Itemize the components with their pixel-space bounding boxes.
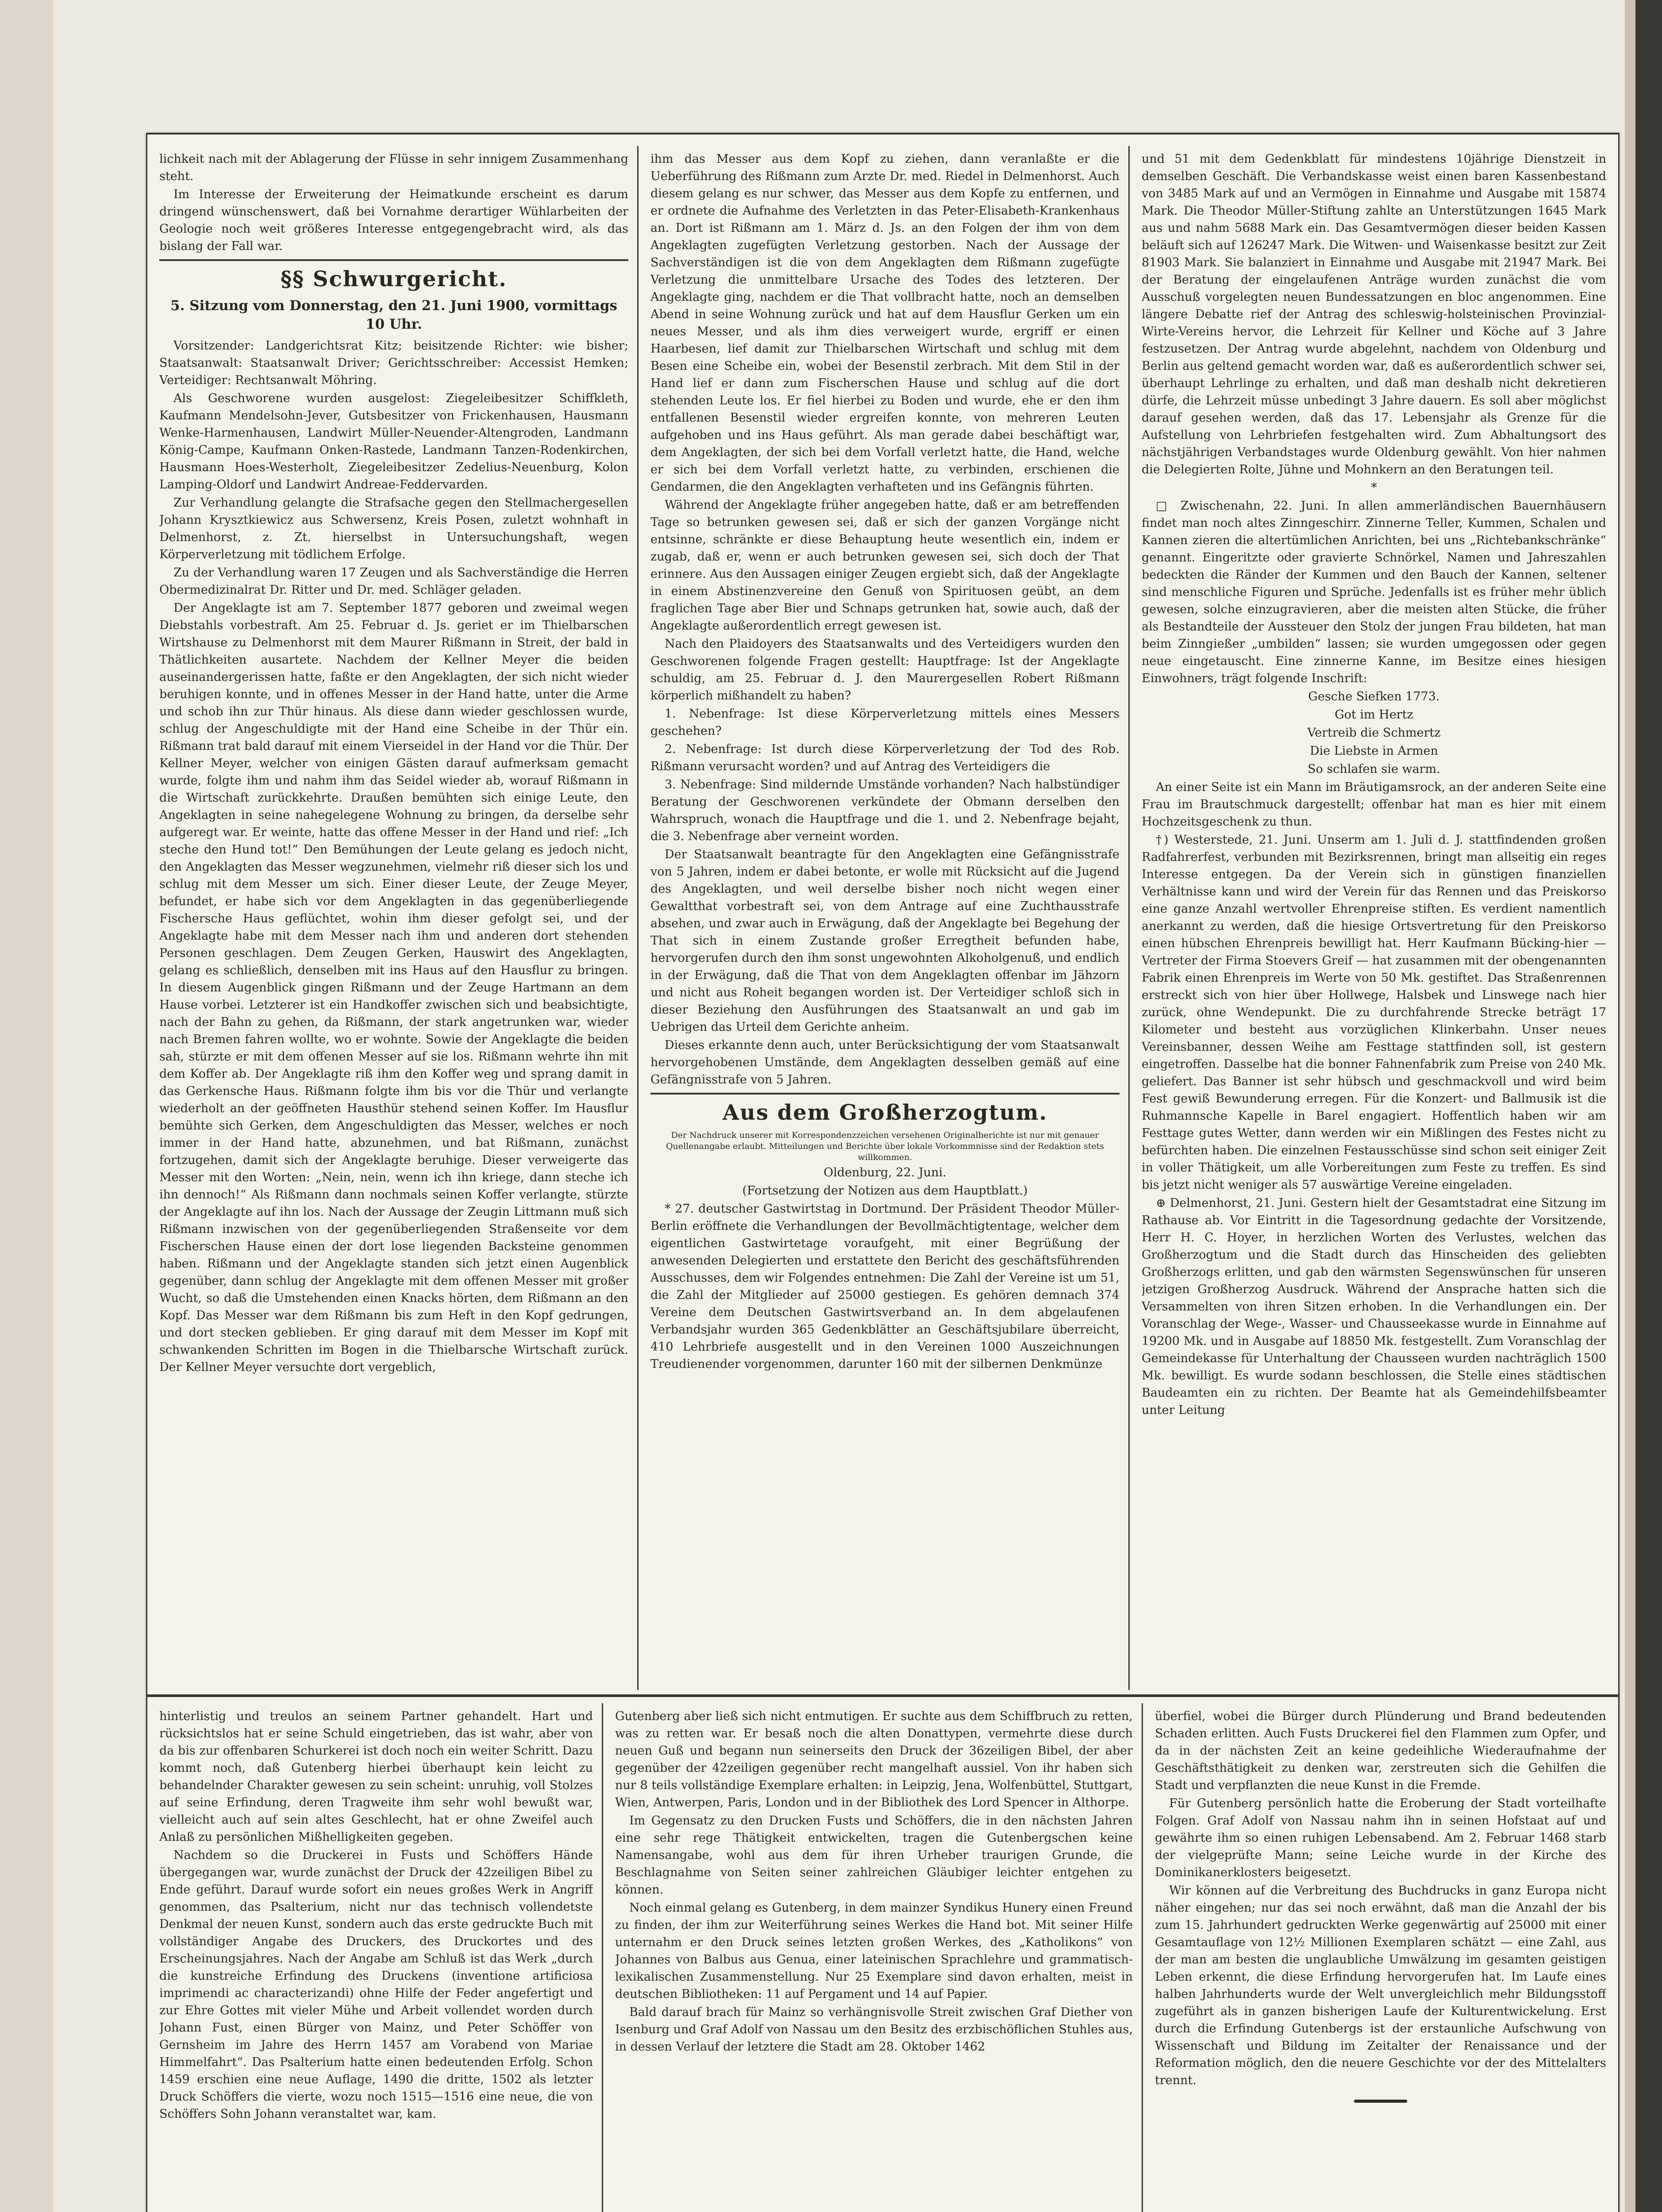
- paragraph: Für Gutenberg persönlich hatte die Eroberung der Stadt vorteilhafte Folgen. Graf Adolf von Nassau nahm ihn in seinen Hofstaat auf und gewährte ihm so einen ruhigen Lebensabend. Am 2. Februar 1468 starb der vielgeprüfte Mann; seine Leiche wurde in der Kirche des Dominikanerklosters beigesetzt.: [1155, 1797, 1606, 1879]
- paragraph: 2. Nebenfrage: Ist durch diese Körperverletzung der Tod des Rob. Rißmann verursacht worden? und auf Antrag des Verteidigers die: [650, 742, 1120, 773]
- inscription-line: So schlafen sie warm.: [1308, 762, 1440, 776]
- section-rule: [159, 259, 628, 261]
- paragraph: lichkeit nach mit der Ablagerung der Flüsse in sehr innigem Zusammenhang steht.: [159, 152, 628, 183]
- page-border-left: [146, 133, 147, 2212]
- scan-margin-right-inner: [1625, 0, 1635, 2212]
- paragraph: Dieses erkannte denn auch, unter Berücksichtigung der vom Staatsanwalt hervorgehobenen Umstände, dem Angeklagten desselben gemäß auf eine Gefängnisstrafe von 5 Jahren.: [650, 1038, 1120, 1087]
- paragraph: Während der Angeklagte früher angegeben hatte, daß er am betreffenden Tage so betrunken gewesen sei, daß er sich der ganzen Vorgänge nicht entsinne, schränkte er diese Behauptung heute wesentlich ein, indem er zugab, daß er, wenn er auch betrunken gewesen sei, sich doch der That erinnere. Aus den Aussagen einiger Zeugen ergiebt sich, daß der Angeklagte in einem Abstinenzvereine den Genuß von Spirituosen geübt, an dem fraglichen Tage aber Bier und Schnaps getrunken hat, sowie auch, daß der Angeklagte außerordentlich erregt gewesen ist.: [650, 498, 1120, 633]
- paragraph: Noch einmal gelang es Gutenberg, in dem mainzer Syndikus Hunery einen Freund zu finden, der ihm zur Weiterführung seines Werkes die Hand bot. Mit seiner Hilfe unternahm er den Druck seines letzten großen Werkes, des „Katholikons“ von Johannes von Balbus aus Genua, einer lateinischen Sprachlehre und grammatisch-lexikalischen Zusammenstellung. Nur 25 Exemplare sind davon erhalten, meist in deutschen Bibliotheken: 11 auf Pergament und 14 auf Papier.: [615, 1901, 1133, 2001]
- paragraph: ihm das Messer aus dem Kopf zu ziehen, dann veranlaßte er die Ueberführung des Rißmann zum Arzte Dr. med. Riedel in Delmenhorst. Auch diesem gelang es nur schwer, das Messer aus dem Kopfe zu entfernen, und er ordnete die Aufnahme des Verletzten in das Peter-Elisabeth-Krankenhaus an. Dort ist Rißmann am 1. März d. Js. an den Folgen der ihm von dem Angeklagten zugefügten Verletzung gestorben. Nach der Aussage der Sachverständigen ist die von dem Angeklagten dem Rißmann zugefügte Verletzung die unmittelbare Ursache des Todes des letzteren. Der Angeklagte ging, nachdem er die That vollbracht hatte, noch an demselben Abend in seine Wohnung zurück und hat auf dem Hausflur Gerken um ein neues Messer, und als ihm dies verweigert wurde, ergriff er einen Haarbesen, lief damit zur Thielbarschen Wirtschaft und schlug mit dem Besen eine Scheibe ein, wobei der Besenstil zerbrach. Mit dem Stil in der Hand lief er dann zum Fischerschen Hause und schlug auf die dort stehenden Leute los. Er fiel hierbei zu Boden und wurde, ehe er den ihm entfallenen Besenstil wieder ergreifen konnte, von mehreren Leuten aufgehoben und ins Haus geführt. Als man gerade dabei beschäftigt war, dem Angeklagten, der sich bei dem Vorfall verletzt hatte, die Hand, welche er sich bei dem Vorfall verletzt hatte, zu verbinden, erschienen die Gendarmen, die den Angeklagten verhafteten und ins Gefängnis führten.: [650, 152, 1120, 494]
- column-1: [159, 150, 628, 1686]
- newspaper-page: [146, 133, 1620, 2212]
- paragraph: An einer Seite ist ein Mann im Bräutigamsrock, an der anderen Seite eine Frau im Brautschmuck dargestellt; offenbar hat man es hier mit einem Hochzeitsgeschenk zu thun.: [1142, 780, 1606, 829]
- section-rule: [650, 1093, 1120, 1094]
- column-2: [650, 150, 1120, 1686]
- column-6: [1155, 1708, 1606, 2212]
- column-divider-4: [1142, 1703, 1143, 2212]
- section-heading: Aus dem Großherzogtum.: [722, 1100, 1048, 1125]
- column-divider-2: [1128, 146, 1130, 1690]
- paragraph: Wir können auf die Verbreitung des Buchdrucks in ganz Europa nicht näher eingehen; nur das sei noch erwähnt, daß man die Anzahl der bis zum 15. Jahrhundert gedruckten Werke gegenwärtig auf 25000 mit einer Gesamtauflage von 12½ Millionen Exemplaren schätzt — eine Zahl, aus der man am besten die unglaubliche Umwälzung im gesamten geistigen Leben erkennt, die diese Erfindung hervorgerufen hat. Im Laufe eines halben Jahrhunderts wurde der Welt unvergleichlich mehr Bildungsstoff zugeführt als in ganzen bisherigen Laufe der Kulturentwickelung. Erst durch die Erfindung Gutenbergs ist der erstaunliche Aufschwung von Wissenschaft und Bildung im Zeitalter der Renaissance und der Reformation möglich, den die neuere Geschichte vor der des Mittelalters trennt.: [1155, 1884, 1606, 2087]
- reprint-notice: Der Nachdruck unserer mit Korrespondenzzeichen versehenen Originalberichte ist nur mit genauer Quellenangabe erlaubt. Mitteilungen und Berichte über lokale Vorkommnisse sind der Redaktion stets willkommen.: [666, 1130, 1104, 1162]
- paragraph: □ Zwischenahn, 22. Juni. In allen ammerländischen Bauernhäusern findet man noch altes Zinngeschirr. Zinnerne Teller, Kummen, Schalen und Kannen zieren die altertümlichen Anrichten, bei uns „Richtebankschränke“ genannt. Eingeritzte oder gravierte Schnörkel, Namen und Jahreszahlen bedeckten die Ränder der Kummen und den Bauch der Kannen, seltener sind menschliche Figuren und Sprüche. Jedenfalls ist es früher mehr üblich gewesen, solche einzugravieren, aber die meisten alten Stücke, die früher als Bestandteile der Aussteuer den Stolz der jungen Frau bildeten, hat man beim Zinngießer „umbilden“ lassen; sie wurden umgegossen oder gegen neue eingetauscht. Eine zinnerne Kanne, im Besitze eines hiesigen Einwohners, trägt folgende Inschrift:: [1142, 499, 1606, 685]
- feuilleton-separator-rule: [146, 1694, 1620, 1697]
- paragraph: Als Geschworene wurden ausgelost: Ziegeleibesitzer Schiffkleth, Kaufmann Mendelsohn-Jever, Gutsbesitzer von Frickenhausen, Hausmann Wenke-Harmenhausen, Landwirt Müller-Neuender-Altengroden, Landmann König-Campe, Kaufmann Onken-Rastede, Landmann Tanzen-Rodenkirchen, Hausmann Hoes-Westerholt, Ziegeleibesitzer Zedelius-Neuenburg, Kolon Lamping-Oldorf und Landwirt Andreae-Feddervarden.: [159, 392, 628, 492]
- paragraph: Der Staatsanwalt beantragte für den Angeklagten eine Gefängnisstrafe von 5 Jahren, indem er dabei betonte, er wolle mit Rücksicht auf die Jugend des Angeklagten, und weil derselbe bisher noch nicht wegen einer Gewaltthat vorbestraft sei, von dem Antrage auf eine Zuchthausstrafe absehen, und zwar auch in Erwägung, daß der Angeklagte bei Begehung der That sich in einem Zustande großer Erregtheit befunden habe, hervorgerufen durch den ihm sonst ungewohnten Alkoholgenuß, und endlich in der Erwägung, daß die That von dem Angeklagten offenbar im Jähzorn und nicht aus Roheit begangen worden ist. Der Verteidiger schloß sich in dieser Beziehung den Ausführungen des Staatsanwalt an und gab im Uebrigen das Urteil dem Gerichte anheim.: [650, 848, 1120, 1034]
- paragraph: 3. Nebenfrage: Sind mildernde Umstände vorhanden? Nach halbstündiger Beratung der Geschworenen verkündete der Obmann derselben den Wahrspruch, wonach die Hauptfrage und die 1. und 2. Nebenfrage bejaht, die 3. Nebenfrage aber verneint worden.: [650, 778, 1120, 843]
- paragraph: Nach den Plaidoyers des Staatsanwalts und des Verteidigers wurden den Geschworenen folgende Fragen gestellt: Hauptfrage: Ist der Angeklagte schuldig, am 25. Februar d. J. den Maurergesellen Robert Rißmann körperlich mißhandelt zu haben?: [650, 637, 1120, 703]
- inscription-line: Vertreib die Schmertz: [1307, 726, 1441, 740]
- scan-margin-left: [0, 0, 53, 2212]
- paragraph: Der Angeklagte ist am 7. September 1877 geboren und zweimal wegen Diebstahls vorbestraft. Am 25. Februar d. Js. geriet er im Thielbarschen Wirtshause zu Delmenhorst mit dem Maurer Rißmann in Streit, der bald in Thätlichkeiten ausartete. Nachdem der Kellner Meyer die beiden auseinandergerissen hatte, faßte er den Angeklagten, der sich nicht wieder beruhigen konnte, und in offenes Messer in der Hand hatte, unter die Arme und schob ihn zur Thür hinaus. Als diese dann wieder geschlossen wurde, schlug der Angeschuldigte mit der Hand eine Scheibe in der Thür ein. Rißmann trat bald darauf mit einem Vierseidel in der Hand vor die Thür. Der Kellner Meyer, welcher von einigen Gästen darauf aufmerksam gemacht wurde, folgte ihm und nahm ihm das Seidel wieder ab, worauf Rißmann in die Wirtschaft zurückkehrte. Draußen bemühten sich einige Leute, den Angeklagten in seine nahegelegene Wohnung zu bringen, da derselbe sehr aufgeregt war. Er weinte, hatte das offene Messer in der Hand und rief: „Ich steche den Hund tot!“ Den Bemühungen der Leute gelang es jedoch nicht, den Angeklagten das Messer wegzunehmen, vielmehr riß dieser sich los und schlug mit dem Messer um sich. Einer dieser Leute, der Zeuge Meyer, befundet, er habe sich vor dem Angeklagten in das gegenüberliegende Fischersche Haus geflüchtet, wohin ihm dieser gefolgt sei, und der Angeklagte habe mit dem Messer nach ihm und anderen dort stehenden Personen geschlagen. Dem Zeugen Gerken, Hauswirt des Angeklagten, gelang es schließlich, denselben mit ins Haus auf den Hausflur zu bringen. In diesem Augenblick gingen Rißmann und der Zeuge Hartmann an dem Hause vorbei. Letzterer ist ein Handkoffer zwischen sich und beabsichtigte, nach der Bahn zu gehen, da Rißmann, der stark angetrunken war, wieder nach Bremen fahren wollte, wo er wohnte. Sowie der Angeklagte die beiden sah, stürzte er mit dem offenen Messer auf sie los. Rißmann wehrte ihn mit dem Koffer ab. Der Angeklagte riß ihm den Koffer weg und sprang damit in das Gerkensche Haus. Rißmann folgte ihm bis vor die Thür und verlangte wiederholt an der geöffneten Hausthür stehend seinen Koffer. Im Hausflur bemühte sich Gerken, dem Angeschuldigten das Messer, welches er noch immer in der Hand hatte, abzunehmen, und bat Rißmann, zunächst fortzugehen, damit sich der Angeklagte beruhige. Dieser verweigerte das Messer mit den Worten: „Nein, nein, wenn ich ihn kriege, dann steche ich ihn dennoch!“ Als Rißmann dann nochmals seinen Koffer verlangte, stürzte der Angeklagte auf ihn los. Nach der Aussage der Zeugin Littmann muß sich Rißmann inzwischen von der gegenüberliegenden Straßenseite vor dem Fischerschen Hause einen der dort lose liegenden Backsteine genommen haben. Rißmann und der Angeklagte standen sich jetzt einen Augenblick gegenüber, dann schlug der Angeklagte mit dem offenen Messer mit großer Wucht, so daß die Umstehenden einen Knacks hörten, dem Rißmann an den Kopf. Das Messer war dem Rißmann bis zum Heft in den Kopf gedrungen, und dort stecken geblieben. Er ging darauf mit dem Messer im Kopf mit schwankenden Schritten im Bogen in die Thielbarsche Wirtschaft zurück. Der Kellner Meyer versuchte dort vergeblich,: [159, 601, 628, 1374]
- section-subheading: 5. Sitzung vom Donnerstag, den 21. Juni 1900, vormittags 10 Uhr.: [170, 298, 617, 332]
- paragraph: ⊕ Delmenhorst, 21. Juni. Gestern hielt der Gesamtstadrat eine Sitzung im Rathause ab. Vor Eintritt in die Tagesordnung gedachte der Vorsitzende, Herr H. C. Hoyer, in herzlichen Worten des Verlustes, welchen das Großherzogtum und die Stadt durch das Hinscheiden des geliebten Großherzogs erlitten, und gab den wärmsten Segenswünschen für unseren jetzigen Großherzog Ausdruck. Während der Ansprache hatten sich die Versammelten von ihren Sitzen erhoben. In die Verhandlungen ein. Der Voranschlag der Wege-, Wasser- und Chausseekasse wurde in Einnahme auf 19200 Mk. und in Ausgabe auf 18850 Mk. festgestellt. Zum Voranschlag der Gemeindekasse für Unterhaltung der Chausseen wurden nachträglich 1500 Mk. bewilligt. Es wurde sodann beschlossen, die Stelle eines städtischen Baudeamten ein zu richten. Der Beamte hat als Gemeindehilfsbeamter unter Leitung: [1142, 1196, 1606, 1417]
- page-border-right: [1618, 133, 1620, 2212]
- column-3: [1142, 150, 1606, 1686]
- scan-margin-right: [1635, 0, 1662, 2212]
- column-5: [615, 1708, 1133, 2212]
- paragraph: Zur Verhandlung gelangte die Strafsache gegen den Stellmachergesellen Johann Krysztkiewicz aus Schwersenz, Kreis Posen, zuletzt wohnhaft in Delmenhorst, z. Zt. hierselbst in Untersuchungshaft, wegen Körperverletzung mit tödlichem Erfolge.: [159, 496, 628, 561]
- column-4: [159, 1708, 593, 2212]
- paragraph: 1. Nebenfrage: Ist diese Körperverletzung mittels eines Messers geschehen?: [650, 707, 1120, 738]
- paragraph: Nachdem so die Druckerei in Fusts und Schöffers Hände übergegangen war, wurde zunächst der Druck der 42zeiligen Bibel zu Ende geführt. Darauf wurde sofort ein neues großes Werk in Angriff genommen, das Psalterium, nicht nur das technisch vollendetste Denkmal der neuen Kunst, sondern auch das erste gedruckte Buch mit vollständiger Angabe des Druckers, des Druckortes und des Erscheinungsjahres. Nach der Angabe am Schluß ist das Werk „durch die kunstreiche Erfindung des Druckens (inventione artificiosa imprimendi ac characterizandi) ohne Hilfe der Feder angefertigt und zur Ehre Gottes mit vieler Mühe und Arbeit vollendet worden durch Johann Fust, einen Bürger von Mainz, und Peter Schöffer von Gernsheim im Jahre des Herrn 1457 am Vorabend von Mariae Himmelfahrt“. Das Psalterium hatte einen bedeutenden Erfolg. Schon 1459 erschien eine neue Auflage, 1490 die dritte, 1502 als letzter Druck Schöffers die vierte, wozu noch 1515—1516 eine neue, die von Schöffers Sohn Johann veranstaltet war, kam.: [159, 1848, 593, 2121]
- paragraph: Zu der Verhandlung waren 17 Zeugen und als Sachverständige die Herren Obermedizinalrat Dr. Ritter und Dr. med. Schläger geladen.: [159, 566, 628, 597]
- section-heading: §§ Schwurgericht.: [281, 267, 507, 292]
- paragraph: hinterlistig und treulos an seinem Partner gehandelt. Hart und rücksichtslos hat er seine Schuld eingetrieben, das ist wahr, aber von da bis zur offenbaren Schurkerei ist doch noch ein weiter Schritt. Dazu kommt noch, daß Gutenberg hierbei überhaupt kein leicht zu behandelnder Charakter gewesen zu sein scheint: unruhig, voll Stolzes auf seine Erfindung, deren Tragweite ihm sehr wohl bewußt war, vielleicht auch auf sein altes Geschlecht, hat er ohne Zweifel auch Anlaß zu persönlichen Mißhelligkeiten gegeben.: [159, 1709, 593, 1844]
- paragraph: und 51 mit dem Gedenkblatt für mindestens 10jährige Dienstzeit in demselben Geschäft. Die Verbandskasse weist einen baren Kassenbestand von 3485 Mark auf und an Vermögen in Einnahme und Ausgabe mit 15874 Mark. Die Theodor Müller-Stiftung zahlte an Unterstützungen 1645 Mark aus und nahm 5688 Mark ein. Das Gesamtvermögen dieser beiden Kassen beläuft sich auf 126247 Mark. Die Witwen- und Waisenkasse besitzt zur Zeit 81903 Mark. Sie balanziert in Einnahme und Ausgabe mit 21947 Mark. Bei der Beratung der eingelaufenen Anträge wurden zunächst die vom Ausschuß vorgelegten neuen Bundessatzungen en bloc angenommen. Eine längere Debatte rief der Antrag des schleswig-holsteinischen Provinzial-Wirte-Vereins hervor, die Lehrzeit für Kellner und Köche auf 3 Jahre festzusetzen. Der Antrag wurde abgelehnt, nachdem von Oldenburg und Berlin aus geltend gemacht worden war, daß es außerordentlich schwer sei, überhaupt Lehrlinge zu erhalten, und daß man deshalb nicht dekretieren dürfe, die Lehrzeit müsse unbedingt 3 Jahre dauern. Es soll aber möglichst darauf gesehen werden, daß das 17. Lebensjahr als Grenze für die Aufstellung von Lehrbriefen festgehalten wird. Zum Abhaltungsort des nächstjährigen Verbandstages wurde Oldenburg gewählt. Von hier nahmen die Delegierten Rolte, Jühne und Mohnkern an den Beratungen teil.: [1142, 152, 1606, 476]
- paragraph: * 27. deutscher Gastwirtstag in Dortmund. Der Präsident Theodor Müller-Berlin eröffnete die Verhandlungen der Bevollmächtigtentage, welcher dem eigentlichen Gastwirtetage voraufgeht, mit einer Begrüßung der anwesenden Delegierten und erstattete den Bericht des geschäftsführenden Ausschusses, dem wir Folgendes entnehmen: Die Zahl der Vereine ist um 51, die Zahl der Mitglieder auf 25000 gestiegen. Es gehören demnach 374 Vereine dem Deutschen Gastwirtsverband an. In dem abgelaufenen Verbandsjahr wurden 365 Gedenkblätter an Geschäftsjubilare überreicht, 410 Lehrbriefe ausgestellt und in den Vereinen 1000 Auszeichnungen Treudienender vorgenommen, darunter 160 mit der silbernen Denkmünze: [650, 1202, 1120, 1371]
- inscription-line: Gesche Siefken 1773.: [1308, 690, 1440, 703]
- paragraph: *: [1371, 481, 1377, 495]
- paragraph: Im Interesse der Erweiterung der Heimatkunde erscheint es darum dringend wünschenswert, daß bei Vornahme derartiger Wühlarbeiten der Geologie noch weit größeres Interesse entgegengebracht wird, als das bislang der Fall war.: [159, 188, 628, 253]
- paragraph: Bald darauf brach für Mainz so verhängnisvolle Streit zwischen Graf Diether von Isenburg und Graf Adolf von Nassau um den Besitz des erzbischöflichen Stuhles aus, in dessen Verlauf der letztere die Stadt am 28. Oktober 1462: [615, 2005, 1133, 2054]
- paragraph: Im Gegensatz zu den Drucken Fusts und Schöffers, die in den nächsten Jahren eine sehr rege Thätigkeit entwickelten, tragen die Gutenbergschen keine Namensangabe, wohl aus dem für ihren Urheber traurigen Grunde, die Beschlagnahme von Seiten seiner zahlreichen Gläubiger leichter entgehen zu können.: [615, 1814, 1133, 1897]
- paragraph: Vorsitzender: Landgerichtsrat Kitz; beisitzende Richter: wie bisher; Staatsanwalt: Staatsanwalt Driver; Gerichtsschreiber: Accessist Hemken; Verteidiger: Rechtsanwalt Möhring.: [159, 339, 628, 387]
- inscription-line: Die Liebste in Armen: [1310, 744, 1438, 758]
- paragraph: Oldenburg, 22. Juni.: [823, 1166, 946, 1179]
- paragraph: †) Westerstede, 21. Juni. Unserm am 1. Juli d. J. stattfindenden großen Radfahrerfest, verbunden mit Bezirksrennen, bringt man allseitig ein reges Interesse entgegen. Da der Verein sich in günstigen finanziellen Verhältnisse kann und wird der Verein für das Rennen und das Preiskorso eine ganze Anzahl wertvoller Ehrenpreise stiften. Es verdient namentlich anerkannt zu werden, daß die hiesige Ortsvertretung für den Preiskorso einen hübschen Ehrenpreis bewilligt hat. Herr Kaufmann Bücking-hier — Vertreter der Firma Stoevers Greif — hat zusammen mit der obengenannten Fabrik einen Ehrenpreis im Werte von 50 Mk. gestiftet. Das Straßenrennen erstreckt sich von hier über Hollwege, Halsbek und Linswege nach hier zurück, ohne Wendepunkt. Die zu durchfahrende Strecke beträgt 17 Kilometer und besteht aus vorzüglichen Klinkerbahn. Unser neues Vereinsbanner, dessen Weihe am Festtage stattfinden soll, ist gestern eingetroffen. Dasselbe hat die bonner Fahnenfabrik zum Preise von 240 Mk. geliefert. Das Banner ist sehr hübsch und geschmackvoll und wird beim Fest gewiß Bewunderung erregen. Für die Konzert- und Ballmusik ist die Ruhmannsche Kapelle in Barel engagiert. Hoffentlich haben wir am Festtage gutes Wetter, dann werden wir ein Mißlingen des Festes nicht zu befürchten haben. Die einzelnen Festausschüsse sind schon seit einiger Zeit in voller Thätigkeit, um alle Vorbereitungen zum Feste zu treffen. Es sind bis jetzt nicht weniger als 57 auswärtige Vereine eingeladen.: [1142, 833, 1606, 1192]
- column-divider-3: [602, 1703, 603, 2212]
- page-top-rule: [146, 133, 1620, 134]
- end-of-article-rule: [1354, 2100, 1407, 2103]
- paragraph: überfiel, wobei die Bürger durch Plünderung und Brand bedeutenden Schaden erlitten. Auch Fusts Druckerei fiel den Flammen zum Opfer, und da in der nächsten Zeit an keine gedeihliche Wiederaufnahme der Geschäftsthätigkeit zu denken war, zerstreuten sich die Gehilfen die Stadt und verpflanzten die neue Kunst in die Fremde.: [1155, 1709, 1606, 1792]
- column-divider-1: [637, 146, 639, 1690]
- paragraph: (Fortsetzung der Notizen aus dem Hauptblatt.): [742, 1184, 1028, 1198]
- paragraph: Gutenberg aber ließ sich nicht entmutigen. Er suchte aus dem Schiffbruch zu retten, was zu retten war. Er besaß noch die alten Donattypen, vermehrte diese durch neuen Guß und begann nun seinerseits den Druck der 36zeiligen Bibel, der aber gegenüber der 42zeiligen gegenüber recht mangelhaft aussiel. Von ihr haben sich nur 8 teils vollständige Exemplare erhalten: in Leipzig, Jena, Wolfenbüttel, Stuttgart, Wien, Antwerpen, Paris, London und in der Bibliothek des Lord Spencer in Althorpe.: [615, 1709, 1133, 1809]
- inscription-line: Got im Hertz: [1335, 708, 1413, 722]
